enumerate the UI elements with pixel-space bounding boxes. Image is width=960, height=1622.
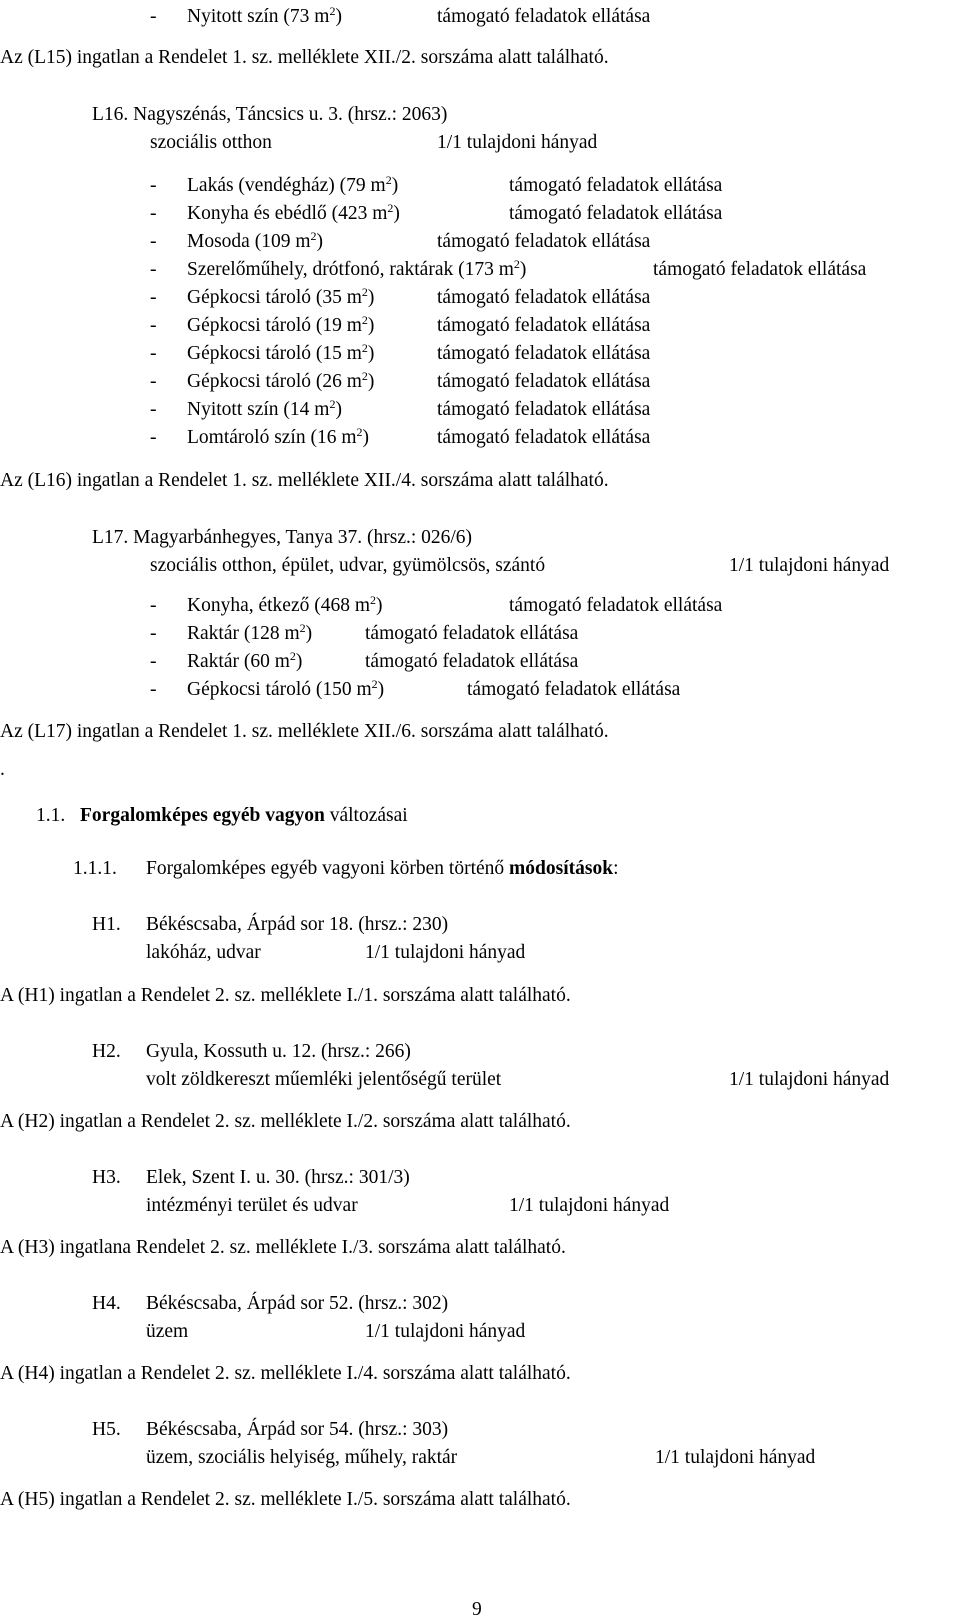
list-item-label: Mosoda (109 $m^2$)	[187, 229, 323, 252]
subsection-number: 1.1.1.	[73, 858, 117, 879]
list-item-label: Gépkocsi tároló (150 $m^2$)	[187, 677, 385, 700]
list-item-label: Konyha, étkező (468 $m^2$)	[187, 593, 383, 616]
property-desc: lakóház, udvar	[146, 942, 261, 963]
property-note: A (H3) ingatlana Rendelet 2. sz. melléklete I./3. sorszáma alatt található.	[0, 1237, 566, 1258]
list-dash: -	[150, 203, 157, 224]
property-note: Az (L17) ingatlan a Rendelet 1. sz. melléklete XII./6. sorszáma alatt található.	[0, 721, 609, 742]
h-item-address: Elek, Szent I. u. 30. (hrsz.: 301/3)	[146, 1167, 410, 1188]
list-dash: -	[150, 6, 157, 27]
list-item-value: támogató feladatok ellátása	[467, 679, 681, 700]
h-item-code: H5.	[92, 1419, 121, 1440]
list-dash: -	[150, 427, 157, 448]
property-desc: üzem	[146, 1321, 189, 1342]
h-item-code: H3.	[92, 1167, 121, 1188]
ownership-share: 1/1 tulajdoni hányad	[729, 555, 890, 576]
list-dash: -	[150, 287, 157, 308]
stray-dot: .	[0, 759, 5, 780]
list-dash: -	[150, 623, 157, 644]
list-dash: -	[150, 259, 157, 280]
list-dash: -	[150, 399, 157, 420]
property-note: Az (L16) ingatlan a Rendelet 1. sz. melléklete XII./4. sorszáma alatt található.	[0, 470, 609, 491]
list-item-label: Lakás (vendégház) (79 $m^2$)	[187, 173, 399, 196]
property-note: A (H1) ingatlan a Rendelet 2. sz. melléklete I./1. sorszáma alatt található.	[0, 985, 571, 1006]
list-item-value: támogató feladatok ellátása	[437, 6, 651, 27]
property-heading: L17. Magyarbánhegyes, Tanya 37. (hrsz.: 026/6)	[92, 527, 473, 548]
list-item-value: támogató feladatok ellátása	[509, 203, 723, 224]
list-item-label: Konyha és ebédlő (423 $m^2$)	[187, 201, 400, 224]
property-note: A (H4) ingatlan a Rendelet 2. sz. melléklete I./4. sorszáma alatt található.	[0, 1363, 571, 1384]
h-item-address: Békéscsaba, Árpád sor 18. (hrsz.: 230)	[146, 914, 449, 935]
h-item-address: Békéscsaba, Árpád sor 54. (hrsz.: 303)	[146, 1419, 449, 1440]
subsection-title: Forgalomképes egyéb vagyoni körben történő módosítások:	[146, 858, 619, 879]
list-item-label: Szerelőműhely, drótfonó, raktárak (173 $m^2$)	[187, 257, 527, 280]
ownership-share: 1/1 tulajdoni hányad	[655, 1447, 816, 1468]
ownership-share: 1/1 tulajdoni hányad	[437, 132, 598, 153]
list-dash: -	[150, 651, 157, 672]
list-item-label: Lomtároló szín (16 $m^2$)	[187, 425, 370, 448]
list-item-label: Nyitott szín (14 $m^2$)	[187, 397, 342, 420]
list-item-value: támogató feladatok ellátása	[437, 427, 651, 448]
h-item-address: Gyula, Kossuth u. 12. (hrsz.: 266)	[146, 1041, 411, 1062]
list-item-label: Raktár (128 $m^2$)	[187, 621, 313, 644]
list-item-value: támogató feladatok ellátása	[437, 231, 651, 252]
property-desc: szociális otthon, épület, udvar, gyümölcsös, szántó	[150, 555, 546, 576]
list-item-label: Gépkocsi tároló (15 $m^2$)	[187, 341, 375, 364]
property-note: Az (L15) ingatlan a Rendelet 1. sz. melléklete XII./2. sorszáma alatt található.	[0, 47, 609, 68]
list-item-value: támogató feladatok ellátása	[365, 651, 579, 672]
list-dash: -	[150, 343, 157, 364]
list-item-value: támogató feladatok ellátása	[365, 623, 579, 644]
list-item-label: Gépkocsi tároló (19 $m^2$)	[187, 313, 375, 336]
list-dash: -	[150, 595, 157, 616]
property-desc: volt zöldkereszt műemléki jelentőségű terület	[146, 1069, 502, 1090]
list-item-value: támogató feladatok ellátása	[437, 371, 651, 392]
list-dash: -	[150, 371, 157, 392]
ownership-share: 1/1 tulajdoni hányad	[729, 1069, 890, 1090]
ownership-share: 1/1 tulajdoni hányad	[509, 1195, 670, 1216]
list-item-value: támogató feladatok ellátása	[509, 595, 723, 616]
property-note: A (H2) ingatlan a Rendelet 2. sz. melléklete I./2. sorszáma alatt található.	[0, 1111, 571, 1132]
h-item-code: H1.	[92, 914, 121, 935]
property-heading: L16. Nagyszénás, Táncsics u. 3. (hrsz.: 2063)	[92, 104, 448, 125]
list-item-value: támogató feladatok ellátása	[437, 315, 651, 336]
list-dash: -	[150, 679, 157, 700]
list-item-label: Gépkocsi tároló (26 $m^2$)	[187, 369, 375, 392]
list-item-value: támogató feladatok ellátása	[437, 287, 651, 308]
property-desc: szociális otthon	[150, 132, 272, 153]
property-desc: üzem, szociális helyiség, műhely, raktár	[146, 1447, 458, 1468]
ownership-share: 1/1 tulajdoni hányad	[365, 1321, 526, 1342]
h-item-address: Békéscsaba, Árpád sor 52. (hrsz.: 302)	[146, 1293, 449, 1314]
property-note: A (H5) ingatlan a Rendelet 2. sz. melléklete I./5. sorszáma alatt található.	[0, 1489, 571, 1510]
h-item-code: H4.	[92, 1293, 121, 1314]
section-title: Forgalomképes egyéb vagyon változásai	[80, 805, 408, 826]
list-item-label: Nyitott szín (73 $m^2$)	[187, 4, 342, 27]
h-item-code: H2.	[92, 1041, 121, 1062]
list-item-label: Raktár (60 $m^2$)	[187, 649, 303, 672]
page-number: 9	[472, 1599, 482, 1620]
list-dash: -	[150, 175, 157, 196]
section-number: 1.1.	[36, 805, 66, 826]
list-item-value: támogató feladatok ellátása	[509, 175, 723, 196]
list-item-value: támogató feladatok ellátása	[437, 343, 651, 364]
list-item-value: támogató feladatok ellátása	[653, 259, 867, 280]
list-dash: -	[150, 231, 157, 252]
list-dash: -	[150, 315, 157, 336]
ownership-share: 1/1 tulajdoni hányad	[365, 942, 526, 963]
list-item-value: támogató feladatok ellátása	[437, 399, 651, 420]
list-item-label: Gépkocsi tároló (35 $m^2$)	[187, 285, 375, 308]
property-desc: intézményi terület és udvar	[146, 1195, 358, 1216]
